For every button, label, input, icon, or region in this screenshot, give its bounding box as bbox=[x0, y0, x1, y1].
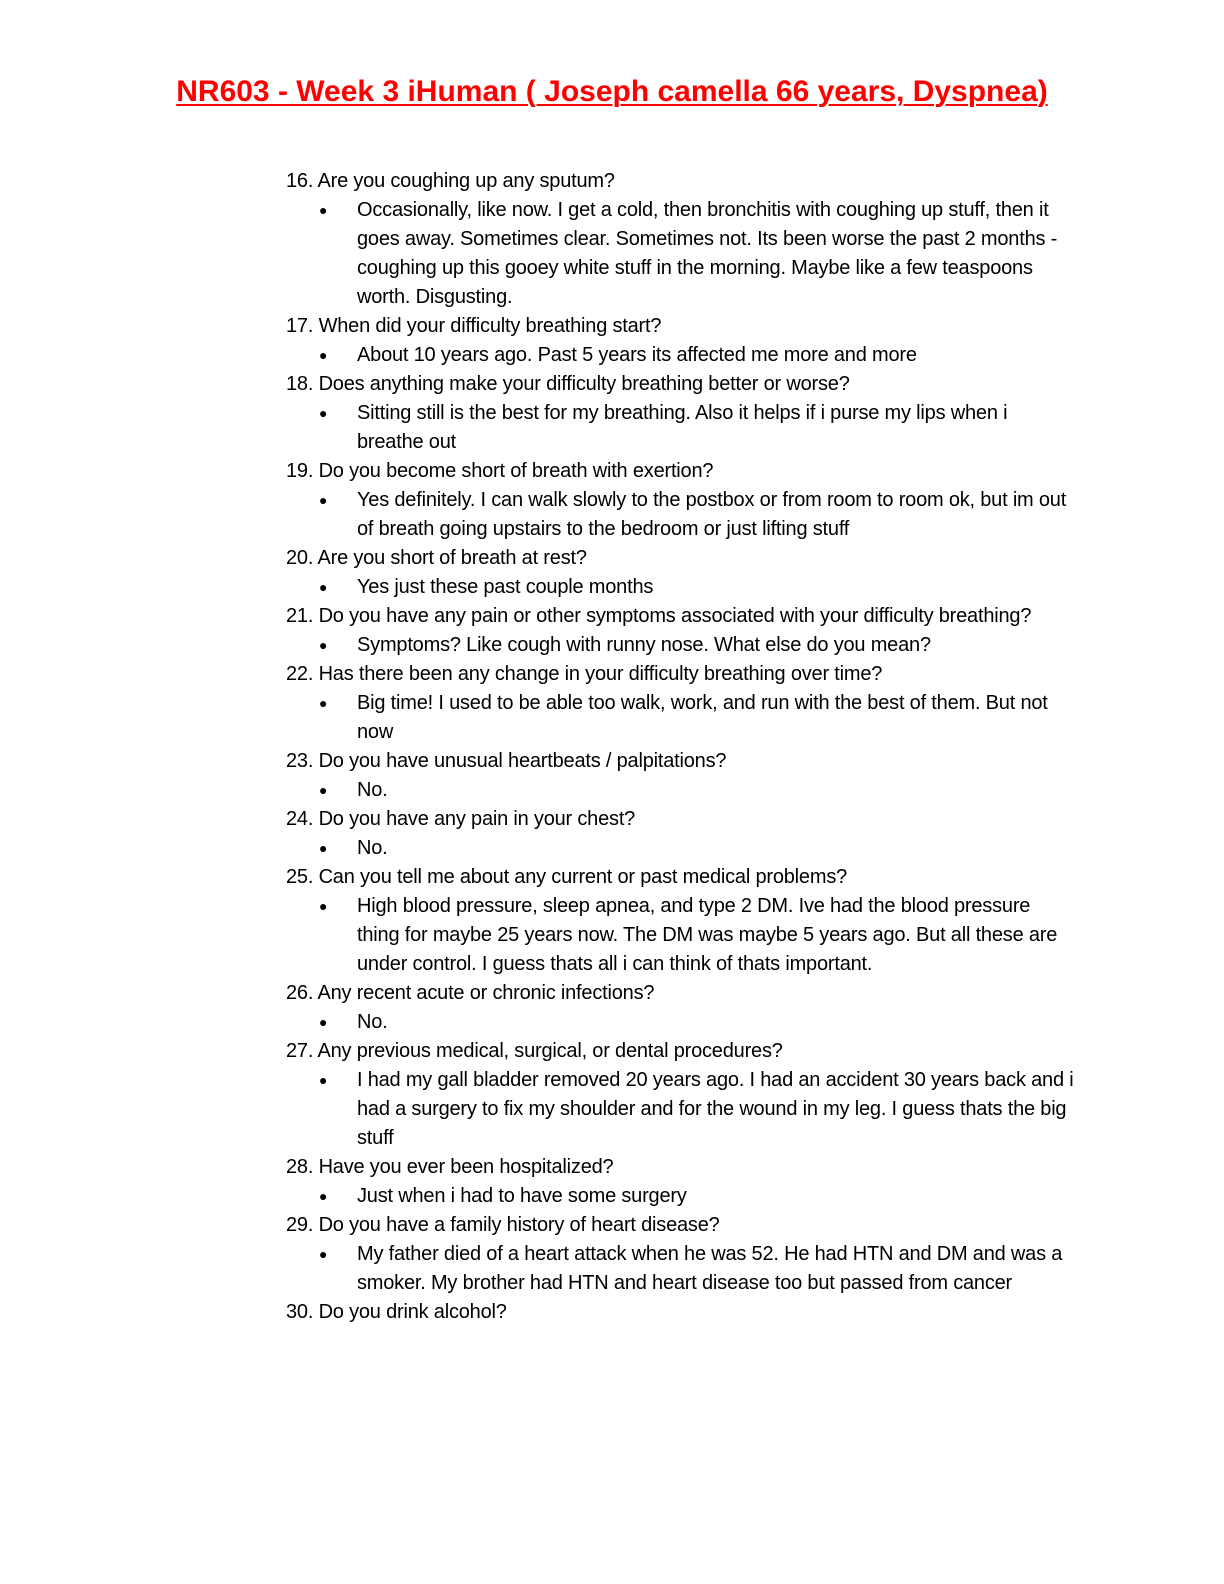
question-text: Do you have any pain in your chest? bbox=[318, 808, 636, 830]
answer-text: About 10 years ago. Past 5 years its affected me more and more bbox=[357, 344, 917, 366]
answer-text: Yes just these past couple months bbox=[357, 576, 654, 598]
question-item bbox=[286, 660, 1076, 689]
answer-item bbox=[319, 1008, 1076, 1037]
answer-text: Yes definitely. I can walk slowly to the postbox or from room to room ok, but im out of breath going upstairs to the bedroom or just lifting stuff bbox=[357, 489, 1067, 540]
qa-list bbox=[286, 167, 1076, 1327]
question-text: Any recent acute or chronic infections? bbox=[317, 982, 655, 1004]
answer-item bbox=[319, 399, 1076, 457]
question-item bbox=[286, 167, 1076, 196]
answer-text: Big time! I used to be able too walk, work, and run with the best of them. But not now bbox=[357, 692, 1048, 743]
answer-item bbox=[319, 1240, 1076, 1298]
answer-text: High blood pressure, sleep apnea, and type 2 DM. Ive had the blood pressure thing for maybe 25 years now. The DM was maybe 5 years ago. But all these are under control. I guess thats all i can think of thats important. bbox=[357, 895, 1058, 975]
question-number: 24. bbox=[286, 808, 314, 830]
bullet-icon: ● bbox=[319, 347, 328, 363]
question-text: Any previous medical, surgical, or dental procedures? bbox=[317, 1040, 783, 1062]
question-item bbox=[286, 1037, 1076, 1066]
question-text: Does anything make your difficulty breathing better or worse? bbox=[318, 373, 850, 395]
bullet-icon: ● bbox=[319, 1246, 328, 1262]
answer-text: Occasionally, like now. I get a cold, then bronchitis with coughing up stuff, then it goes away. Sometimes clear. Sometimes not. Its been worse the past 2 months - coughing up this gooey white stuff in the morning. Maybe like a few teaspoons worth. Disgusting. bbox=[357, 199, 1058, 308]
question-number: 19. bbox=[286, 460, 314, 482]
answer-text: My father died of a heart attack when he was 52. He had HTN and DM and was a smoker. My brother had HTN and heart disease too but passed from cancer bbox=[357, 1243, 1063, 1294]
question-number: 26. bbox=[286, 982, 314, 1004]
answer-item bbox=[319, 631, 1076, 660]
question-text: Can you tell me about any current or past medical problems? bbox=[318, 866, 848, 888]
answer-text: Sitting still is the best for my breathing. Also it helps if i purse my lips when i breathe out bbox=[357, 402, 1008, 453]
answer-text: No. bbox=[357, 1011, 388, 1033]
answer-item bbox=[319, 834, 1076, 863]
bullet-icon: ● bbox=[319, 202, 328, 218]
question-number: 16. bbox=[286, 170, 314, 192]
question-text: Do you become short of breath with exertion? bbox=[318, 460, 714, 482]
answer-item bbox=[319, 196, 1076, 312]
bullet-icon: ● bbox=[319, 492, 328, 508]
answer-text: No. bbox=[357, 779, 388, 801]
question-text: Do you have unusual heartbeats / palpitations? bbox=[318, 750, 727, 772]
question-number: 23. bbox=[286, 750, 314, 772]
answer-text: No. bbox=[357, 837, 388, 859]
answer-text: Symptoms? Like cough with runny nose. What else do you mean? bbox=[357, 634, 931, 656]
question-number: 18. bbox=[286, 373, 314, 395]
answer-item bbox=[319, 573, 1076, 602]
question-text: Do you have any pain or other symptoms associated with your difficulty breathing? bbox=[318, 605, 1032, 627]
question-number: 25. bbox=[286, 866, 314, 888]
bullet-icon: ● bbox=[319, 579, 328, 595]
question-item bbox=[286, 1153, 1076, 1182]
question-text: Are you coughing up any sputum? bbox=[317, 170, 615, 192]
question-number: 22. bbox=[286, 663, 314, 685]
answer-item bbox=[319, 1182, 1076, 1211]
question-text: Has there been any change in your difficulty breathing over time? bbox=[318, 663, 883, 685]
bullet-icon: ● bbox=[319, 695, 328, 711]
answer-item bbox=[319, 1066, 1076, 1153]
answer-item bbox=[319, 486, 1076, 544]
question-item bbox=[286, 1298, 1076, 1327]
question-item bbox=[286, 747, 1076, 776]
question-number: 28. bbox=[286, 1156, 314, 1178]
answer-item bbox=[319, 892, 1076, 979]
answer-text: I had my gall bladder removed 20 years ago. I had an accident 30 years back and i had a surgery to fix my shoulder and for the wound in my leg. I guess thats the big stuff bbox=[357, 1069, 1074, 1149]
document-title: NR603 - Week 3 iHuman ( Joseph camella 66 years, Dyspnea) bbox=[176, 75, 1048, 108]
bullet-icon: ● bbox=[319, 898, 328, 914]
question-number: 29. bbox=[286, 1214, 314, 1236]
answer-text: Just when i had to have some surgery bbox=[357, 1185, 687, 1207]
question-item bbox=[286, 602, 1076, 631]
question-item bbox=[286, 370, 1076, 399]
bullet-icon: ● bbox=[319, 1188, 328, 1204]
question-item bbox=[286, 1211, 1076, 1240]
answer-item bbox=[319, 341, 1076, 370]
question-item bbox=[286, 544, 1076, 573]
bullet-icon: ● bbox=[319, 1014, 328, 1030]
question-number: 30. bbox=[286, 1301, 314, 1323]
question-item bbox=[286, 457, 1076, 486]
bullet-icon: ● bbox=[319, 637, 328, 653]
question-number: 21. bbox=[286, 605, 314, 627]
question-text: Are you short of breath at rest? bbox=[317, 547, 587, 569]
question-item bbox=[286, 979, 1076, 1008]
answer-item bbox=[319, 689, 1076, 747]
bullet-icon: ● bbox=[319, 1072, 328, 1088]
question-text: Have you ever been hospitalized? bbox=[318, 1156, 614, 1178]
question-number: 20. bbox=[286, 547, 314, 569]
question-text: Do you drink alcohol? bbox=[318, 1301, 507, 1323]
question-item bbox=[286, 312, 1076, 341]
bullet-icon: ● bbox=[319, 405, 328, 421]
question-item bbox=[286, 805, 1076, 834]
question-number: 27. bbox=[286, 1040, 314, 1062]
question-item bbox=[286, 863, 1076, 892]
question-text: When did your difficulty breathing start? bbox=[318, 315, 662, 337]
answer-item bbox=[319, 776, 1076, 805]
bullet-icon: ● bbox=[319, 840, 328, 856]
question-number: 17. bbox=[286, 315, 314, 337]
question-text: Do you have a family history of heart disease? bbox=[318, 1214, 720, 1236]
bullet-icon: ● bbox=[319, 782, 328, 798]
